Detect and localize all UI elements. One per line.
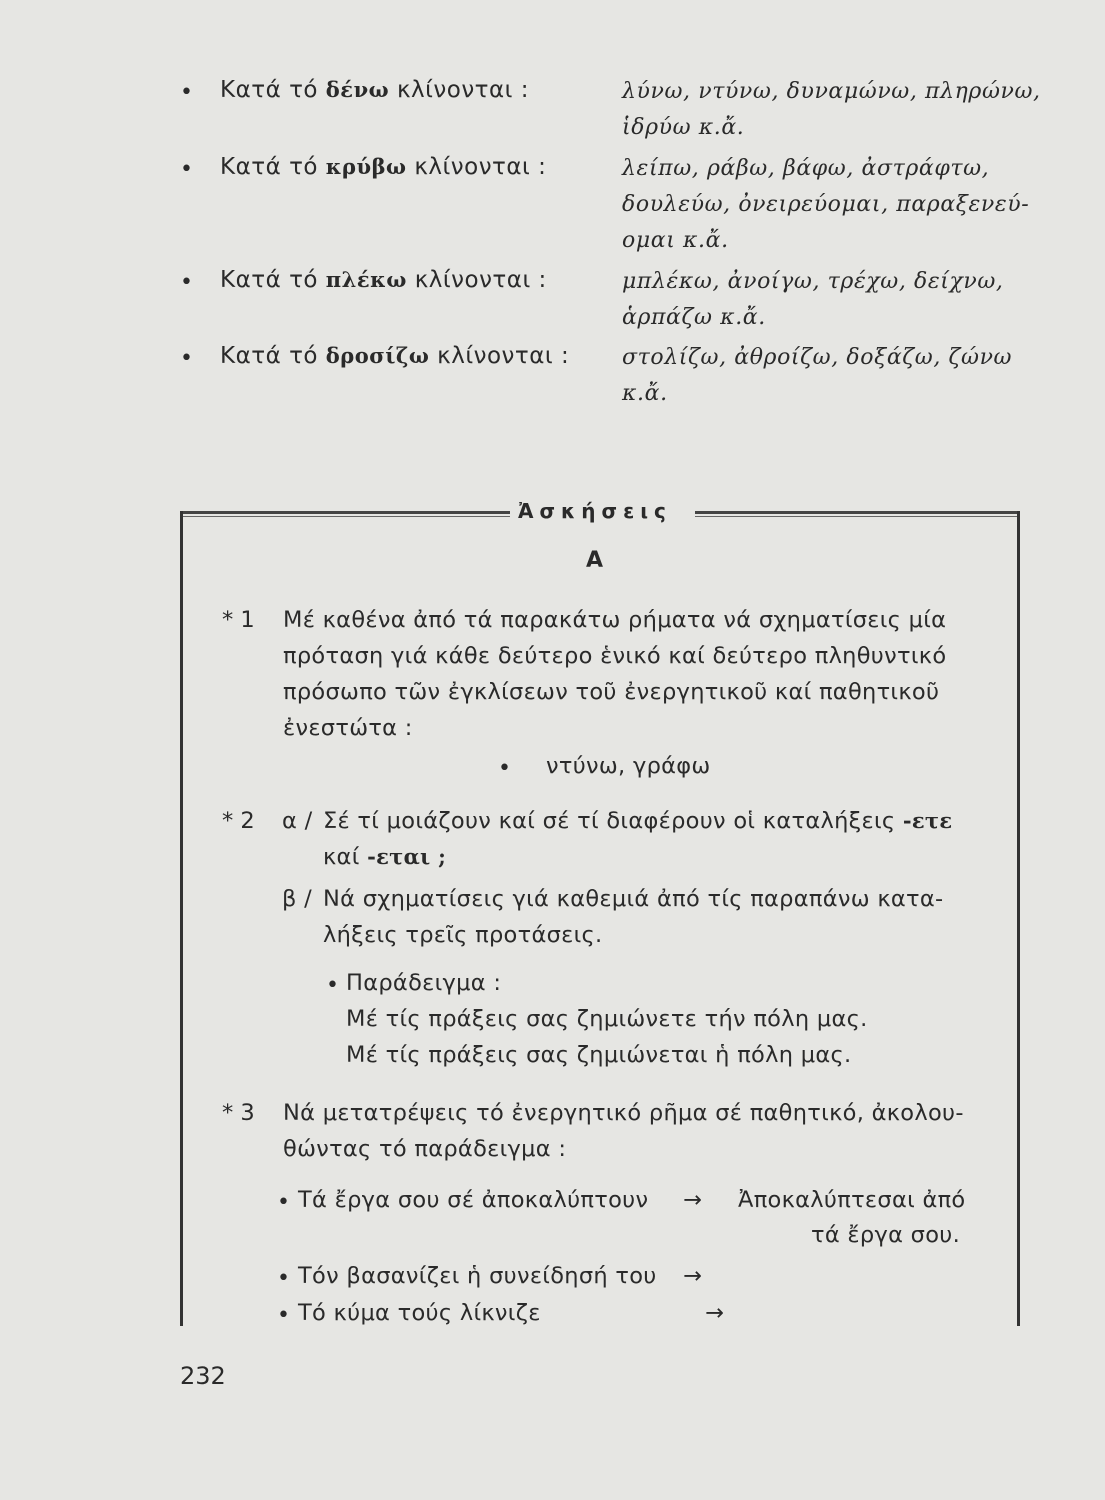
frame-top-rule-right (695, 511, 1020, 517)
exercise-text: πρόσωπο τῶν ἐγκλίσεων τοῦ ἐνεργητικοῦ καί παθητικοῦ (283, 679, 940, 705)
exercise-text: Νά μετατρέψεις τό ἐνεργητικό ρῆμα σέ παθητικό, ἀκολου- (283, 1100, 964, 1126)
example-sentence: Μέ τίς πράξεις σας ζημιώνετε τήν πόλη μας. (346, 1006, 868, 1032)
exercise-item: Τό κύμα τούς λίκνιζε (298, 1300, 541, 1326)
frame-right-rule (1017, 511, 1020, 1326)
example-sentence: Μέ τίς πράξεις σας ζημιώνεται ἡ πόλη μας. (346, 1042, 852, 1068)
bullet: • (180, 270, 193, 295)
example-sentence: Τά ἔργα σου σέ ἀποκαλύπτουν (298, 1187, 649, 1213)
conjugation-label: Κατά τό δένω κλίνονται : (220, 77, 530, 103)
bullet: • (277, 1266, 290, 1291)
arrow: → (683, 1263, 703, 1289)
conjugation-verbs: ομαι κ.ἄ. (622, 228, 729, 253)
conjugation-label: Κατά τό δροσίζω κλίνονται : (220, 343, 570, 369)
conjugation-verbs: λείπω, ράβω, βάφω, ἀστράφτω, (622, 156, 990, 181)
arrow: → (705, 1300, 725, 1326)
frame-left-rule (180, 511, 183, 1326)
exercise-text: Σέ τί μοιάζουν καί σέ τί διαφέρουν οἱ καταλήξεις -ετε (323, 808, 953, 834)
exercises-heading: Ἀσκήσεις (518, 499, 672, 523)
exercise-text: Μέ καθένα ἀπό τά παρακάτω ρήματα νά σχηματίσεις μία (283, 607, 947, 633)
exercise-text: καί -εται ; (323, 844, 447, 870)
conjugation-verbs: κ.ἄ. (622, 381, 668, 406)
bullet: • (180, 157, 193, 182)
exercise-part-label: β / (282, 886, 312, 912)
bullet: • (498, 756, 511, 781)
section-letter: Α (586, 548, 604, 573)
conjugation-label: Κατά τό πλέκω κλίνονται : (220, 267, 547, 293)
example-answer: Ἀποκαλύπτεσαι ἀπό (738, 1187, 966, 1213)
bullet: • (277, 1303, 290, 1328)
exercise-number: * 3 (222, 1100, 255, 1126)
exercise-text: πρόταση γιά κάθε δεύτερο ἑνικό καί δεύτερο πληθυντικό (283, 643, 947, 669)
example-answer: τά ἔργα σου. (811, 1222, 961, 1248)
exercise-verbs: ντύνω, γράφω (546, 753, 711, 779)
conjugation-verbs: στολίζω, ἀθροίζω, δοξάζω, ζώνω (622, 345, 1013, 370)
conjugation-verbs: ἁρπάζω κ.ἄ. (622, 305, 766, 330)
exercise-text: λήξεις τρεῖς προτάσεις. (323, 922, 603, 948)
bullet: • (180, 346, 193, 371)
exercise-text: ἐνεστώτα : (283, 715, 413, 741)
bullet: • (326, 973, 339, 998)
example-label: Παράδειγμα : (346, 970, 502, 996)
conjugation-verbs: δουλεύω, ὀνειρεύομαι, παραξενεύ- (622, 192, 1030, 217)
exercise-item: Τόν βασανίζει ἡ συνείδησή του (298, 1263, 657, 1289)
exercise-part-label: α / (282, 808, 313, 834)
exercise-text: Νά σχηματίσεις γιά καθεμιά ἀπό τίς παραπάνω κατα- (323, 886, 944, 912)
exercise-text: θώντας τό παράδειγμα : (283, 1136, 567, 1162)
bullet: • (277, 1190, 290, 1215)
page-number: 232 (180, 1362, 226, 1390)
conjugation-label: Κατά τό κρύβω κλίνονται : (220, 154, 547, 180)
arrow: → (683, 1187, 703, 1213)
bullet: • (180, 80, 193, 105)
frame-top-rule-left (180, 511, 510, 517)
exercise-number: * 1 (222, 607, 255, 633)
conjugation-verbs: μπλέκω, ἀνοίγω, τρέχω, δείχνω, (622, 269, 1004, 294)
conjugation-verbs: λύνω, ντύνω, δυναμώνω, πληρώνω, (622, 79, 1041, 104)
exercise-number: * 2 (222, 808, 255, 834)
conjugation-verbs: ἱδρύω κ.ἄ. (622, 115, 745, 140)
